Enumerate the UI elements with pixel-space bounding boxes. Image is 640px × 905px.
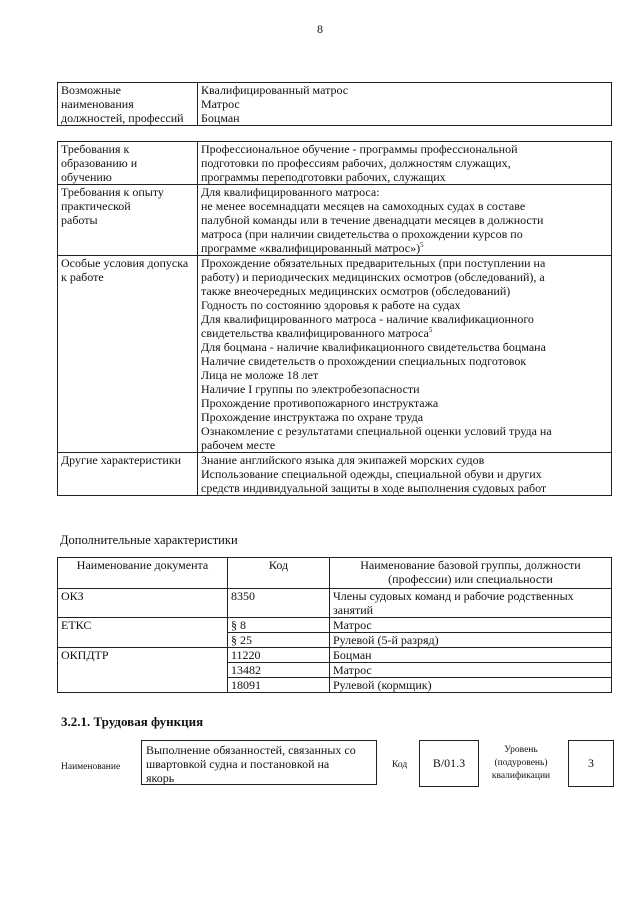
requirement-row-other: [58, 453, 612, 496]
value-line: Прохождение обязательных предварительных (при поступлении на: [201, 256, 546, 270]
header-name-line: (профессии) или специальности: [388, 572, 553, 586]
level-label-line: Уровень: [504, 745, 538, 755]
code-cell: 11220: [228, 648, 330, 663]
name-cell: Рулевой (5-й разряд): [330, 633, 612, 648]
requirement-row-experience: [58, 185, 612, 256]
label-line: Другие характеристики: [61, 453, 182, 467]
header-document: Наименование документа: [58, 558, 228, 589]
qualification-level-box: 3: [568, 740, 614, 787]
value-line: работу) и периодических медицинских осмотров (обследований), а: [201, 270, 545, 284]
footnote-marker: 5: [420, 241, 424, 249]
requirement-label: [58, 142, 198, 185]
name-line: занятий: [333, 603, 374, 617]
level-label: [478, 744, 564, 783]
code-label: Код: [392, 760, 408, 770]
value-line: Знание английского языка для экипажей морских судов: [201, 453, 485, 467]
name-cell: Боцман: [330, 648, 612, 663]
professions-label-line: Возможные: [61, 83, 121, 97]
additional-characteristics-table: [57, 557, 612, 693]
function-name-line: якорь: [146, 771, 175, 785]
value-line: Прохождение противопожарного инструктажа: [201, 396, 439, 410]
function-code-box: B/01.3: [419, 740, 479, 787]
value-line: подготовки по профессиям рабочих, должностям служащих,: [201, 156, 511, 170]
code-cell: 8350: [228, 589, 330, 618]
professions-label-line: наименования: [61, 97, 134, 111]
value-line: свидетельства квалифицированного матроса: [201, 326, 429, 340]
requirement-label: [58, 256, 198, 453]
value-line: Лица не моложе 18 лет: [201, 368, 319, 382]
additional-characteristics-title: Дополнительные характеристики: [60, 533, 238, 547]
value-line: рабочем месте: [201, 438, 276, 452]
labor-function-title: 3.2.1. Трудовая функция: [61, 714, 204, 729]
value-line: программе «квалифицированный матрос»): [201, 241, 421, 255]
table-header-row: [58, 558, 612, 589]
professions-label-line: должностей, профессий: [61, 111, 184, 125]
level-label-line: квалификации: [491, 771, 551, 781]
function-name-line: швартовкой судна и постановкой на: [146, 757, 330, 771]
header-code: Код: [228, 558, 330, 589]
value-line: Профессиональное обучение - программы профессиональной: [201, 142, 518, 156]
value-line: также внеочередных медицинских осмотров (обследований): [201, 284, 511, 298]
requirement-value: [198, 453, 612, 496]
profession-item: Боцман: [201, 111, 240, 125]
page-number: 8: [317, 22, 323, 36]
level-label-line: (подуровень): [494, 758, 548, 768]
value-line: Годность по состоянию здоровья к работе на судах: [201, 298, 461, 312]
doc-cell: ОКЗ: [58, 589, 228, 618]
label-line: Требования к: [61, 142, 130, 156]
code-cell: 18091: [228, 678, 330, 693]
label-line: к работе: [61, 270, 104, 284]
name-cell: [330, 589, 612, 618]
value-line: Для квалифицированного матроса - наличие квалификационного: [201, 312, 534, 326]
requirement-label: [58, 185, 198, 256]
label-line: практической: [61, 199, 131, 213]
value-line: Для боцмана - наличие квалификационного свидетельства боцмана: [201, 340, 546, 354]
professions-table: [57, 82, 612, 126]
requirement-value: [198, 185, 612, 256]
value-line: средств индивидуальной защиты в ходе выполнения судовых работ: [201, 481, 547, 495]
value-line: палубной команды или в течение двенадцати месяцев в должности: [201, 213, 544, 227]
header-name: [330, 558, 612, 589]
code-cell: § 8: [228, 618, 330, 633]
value-line: матроса (при наличии свидетельства о прохождении курсов по: [201, 227, 523, 241]
label-line: работы: [61, 213, 98, 227]
footnote-marker: 5: [428, 326, 433, 334]
value-line: Наличие свидетельств о прохождении специальных подготовок: [201, 354, 527, 368]
name-cell: Матрос: [330, 663, 612, 678]
value-line: Использование специальной одежды, специальной обуви и других: [201, 467, 542, 481]
name-cell: Рулевой (кормщик): [330, 678, 612, 693]
profession-item: Квалифицированный матрос: [201, 83, 349, 97]
label-line: образованию и: [61, 156, 138, 170]
doc-cell: ОКПДТР: [58, 648, 228, 693]
table-row: [58, 648, 612, 663]
requirement-row-special-conditions: [58, 256, 612, 453]
function-name-line: Выполнение обязанностей, связанных со: [146, 743, 356, 757]
label-line: обучению: [61, 170, 112, 184]
name-line: Члены судовых команд и рабочие родственных: [333, 589, 574, 603]
requirement-label: [58, 453, 198, 496]
profession-item: Матрос: [201, 97, 240, 111]
name-label: Наименование: [61, 762, 121, 772]
doc-cell: ЕТКС: [58, 618, 228, 648]
table-row: [58, 618, 612, 633]
code-cell: § 25: [228, 633, 330, 648]
professions-row: [58, 83, 612, 126]
label-line: Требования к опыту: [61, 185, 164, 199]
table-row: [58, 589, 612, 618]
value-line: Ознакомление с результатами специальной оценки условий труда на: [201, 424, 552, 438]
name-cell: Матрос: [330, 618, 612, 633]
requirement-row-education: [58, 142, 612, 185]
value-line: Наличие I группы по электробезопасности: [201, 382, 420, 396]
professions-label: [58, 83, 198, 126]
value-line: не менее восемнадцати месяцев на самоходных судах в составе: [201, 199, 526, 213]
label-line: Особые условия допуска: [61, 256, 189, 270]
requirements-table: [57, 141, 612, 496]
value-line: программы переподготовки рабочих, служащих: [201, 170, 446, 184]
professions-value: [198, 83, 612, 126]
requirement-value: [198, 256, 612, 453]
value-line: Прохождение инструктажа по охране труда: [201, 410, 424, 424]
function-name-box: [141, 740, 377, 785]
requirement-value: [198, 142, 612, 185]
code-cell: 13482: [228, 663, 330, 678]
header-name-line: Наименование базовой группы, должности: [360, 558, 581, 572]
value-line: Для квалифицированного матроса:: [201, 185, 380, 199]
